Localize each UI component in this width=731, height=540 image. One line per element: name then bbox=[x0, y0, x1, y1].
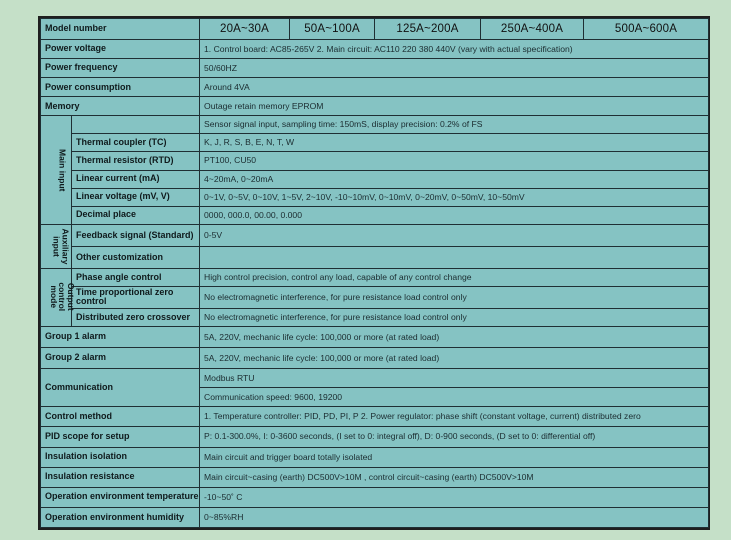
group2-alarm-row bbox=[41, 348, 709, 369]
env-temperature-label: Operation environment temperature bbox=[41, 487, 200, 507]
main-input-label: Linear current (mA) bbox=[72, 170, 200, 188]
main-input-label: Decimal place bbox=[72, 206, 200, 224]
control-method-row bbox=[41, 407, 709, 427]
model-row bbox=[41, 19, 709, 40]
group1-alarm-row bbox=[41, 327, 709, 348]
main-input-row bbox=[41, 134, 709, 152]
output-control-value: No electromagnetic interference, for pure resistance load control only bbox=[200, 286, 709, 308]
model-250-400: 250A~400A bbox=[481, 19, 584, 40]
main-input-row bbox=[41, 152, 709, 170]
model-500-600: 500A~600A bbox=[584, 19, 709, 40]
output-control-row bbox=[41, 286, 709, 308]
main-input-value: 0000, 000.0, 00.00, 0.000 bbox=[200, 206, 709, 224]
output-control-row bbox=[41, 268, 709, 286]
main-input-intro-row bbox=[41, 116, 709, 134]
main-input-blank bbox=[72, 116, 200, 134]
output-control-group-label: Output control mode bbox=[41, 268, 72, 326]
group2-alarm-label: Group 2 alarm bbox=[41, 348, 200, 369]
communication-speed: Communication speed: 9600, 19200 bbox=[200, 388, 709, 407]
insulation-resistance-row bbox=[41, 467, 709, 487]
power-voltage-label: Power voltage bbox=[41, 40, 200, 59]
memory-label: Memory bbox=[41, 97, 200, 116]
power-frequency-row bbox=[41, 59, 709, 78]
insulation-isolation-label: Insulation isolation bbox=[41, 447, 200, 467]
auxiliary-input-row bbox=[41, 246, 709, 268]
auxiliary-input-label: Feedback signal (Standard) bbox=[72, 224, 200, 246]
output-control-value: High control precision, control any load, capable of any control change bbox=[200, 268, 709, 286]
auxiliary-input-label: Other customization bbox=[72, 246, 200, 268]
power-consumption-row bbox=[41, 78, 709, 97]
power-consumption-value: Around 4VA bbox=[200, 78, 709, 97]
output-control-label: Phase angle control bbox=[72, 268, 200, 286]
group1-alarm-value: 5A, 220V, mechanic life cycle: 100,000 or more (at rated load) bbox=[200, 327, 709, 348]
power-consumption-label: Power consumption bbox=[41, 78, 200, 97]
main-input-label: Thermal resistor (RTD) bbox=[72, 152, 200, 170]
memory-value: Outage retain memory EPROM bbox=[200, 97, 709, 116]
main-input-value: PT100, CU50 bbox=[200, 152, 709, 170]
insulation-isolation-row bbox=[41, 447, 709, 467]
auxiliary-input-value bbox=[200, 246, 709, 268]
env-humidity-value: 0~85%RH bbox=[200, 507, 709, 527]
insulation-resistance-value: Main circuit~casing (earth) DC500V>10M , control circuit~casing (earth) DC500V>10M bbox=[200, 467, 709, 487]
communication-protocol: Modbus RTU bbox=[200, 369, 709, 388]
main-input-group-label: Main input bbox=[41, 116, 72, 224]
main-input-value: 4~20mA, 0~20mA bbox=[200, 170, 709, 188]
env-temperature-row bbox=[41, 487, 709, 507]
output-control-label: Distributed zero crossover bbox=[72, 309, 200, 327]
communication-row bbox=[41, 369, 709, 388]
auxiliary-input-value: 0-5V bbox=[200, 224, 709, 246]
main-input-value: K, J, R, S, B, E, N, T, W bbox=[200, 134, 709, 152]
auxiliary-input-group-label: Auxiliary input bbox=[41, 224, 72, 268]
memory-row bbox=[41, 97, 709, 116]
insulation-resistance-label: Insulation resistance bbox=[41, 467, 200, 487]
main-input-value: 0~1V, 0~5V, 0~10V, 1~5V, 2~10V, -10~10mV, 0~10mV, 0~20mV, 0~50mV, 10~50mV bbox=[200, 188, 709, 206]
model-number-label: Model number bbox=[41, 19, 200, 40]
pid-scope-value: P: 0.1-300.0%, I: 0-3600 seconds, (I set to 0: integral off), D: 0-900 seconds, (D set to 0: differential off) bbox=[200, 427, 709, 447]
pid-scope-label: PID scope for setup bbox=[41, 427, 200, 447]
auxiliary-input-row bbox=[41, 224, 709, 246]
main-input-row bbox=[41, 170, 709, 188]
model-125-200: 125A~200A bbox=[375, 19, 481, 40]
env-humidity-row bbox=[41, 507, 709, 527]
group1-alarm-label: Group 1 alarm bbox=[41, 327, 200, 348]
main-input-row bbox=[41, 188, 709, 206]
main-input-row bbox=[41, 206, 709, 224]
output-control-row bbox=[41, 309, 709, 327]
power-frequency-value: 50/60HZ bbox=[200, 59, 709, 78]
control-method-label: Control method bbox=[41, 407, 200, 427]
power-frequency-label: Power frequency bbox=[41, 59, 200, 78]
output-control-label: Time proportional zero control bbox=[72, 286, 200, 308]
env-temperature-value: -10~50˚ C bbox=[200, 487, 709, 507]
main-input-label: Thermal coupler (TC) bbox=[72, 134, 200, 152]
model-50-100: 50A~100A bbox=[290, 19, 375, 40]
output-control-value: No electromagnetic interference, for pure resistance load control only bbox=[200, 309, 709, 327]
env-humidity-label: Operation environment humidity bbox=[41, 507, 200, 527]
model-20-30: 20A~30A bbox=[200, 19, 290, 40]
group2-alarm-value: 5A, 220V, mechanic life cycle: 100,000 or more (at rated load) bbox=[200, 348, 709, 369]
power-voltage-value: 1. Control board: AC85-265V 2. Main circuit: AC110 220 380 440V (vary with actual specification) bbox=[200, 40, 709, 59]
insulation-isolation-value: Main circuit and trigger board totally isolated bbox=[200, 447, 709, 467]
communication-label: Communication bbox=[41, 369, 200, 407]
control-method-value: 1. Temperature controller: PID, PD, PI, P 2. Power regulator: phase shift (constant voltage, current) distributed zero bbox=[200, 407, 709, 427]
main-input-label: Linear voltage (mV, V) bbox=[72, 188, 200, 206]
main-input-intro: Sensor signal input, sampling time: 150mS, display precision: 0.2% of FS bbox=[200, 116, 709, 134]
spec-table bbox=[38, 16, 710, 530]
pid-scope-row bbox=[41, 427, 709, 447]
power-voltage-row bbox=[41, 40, 709, 59]
